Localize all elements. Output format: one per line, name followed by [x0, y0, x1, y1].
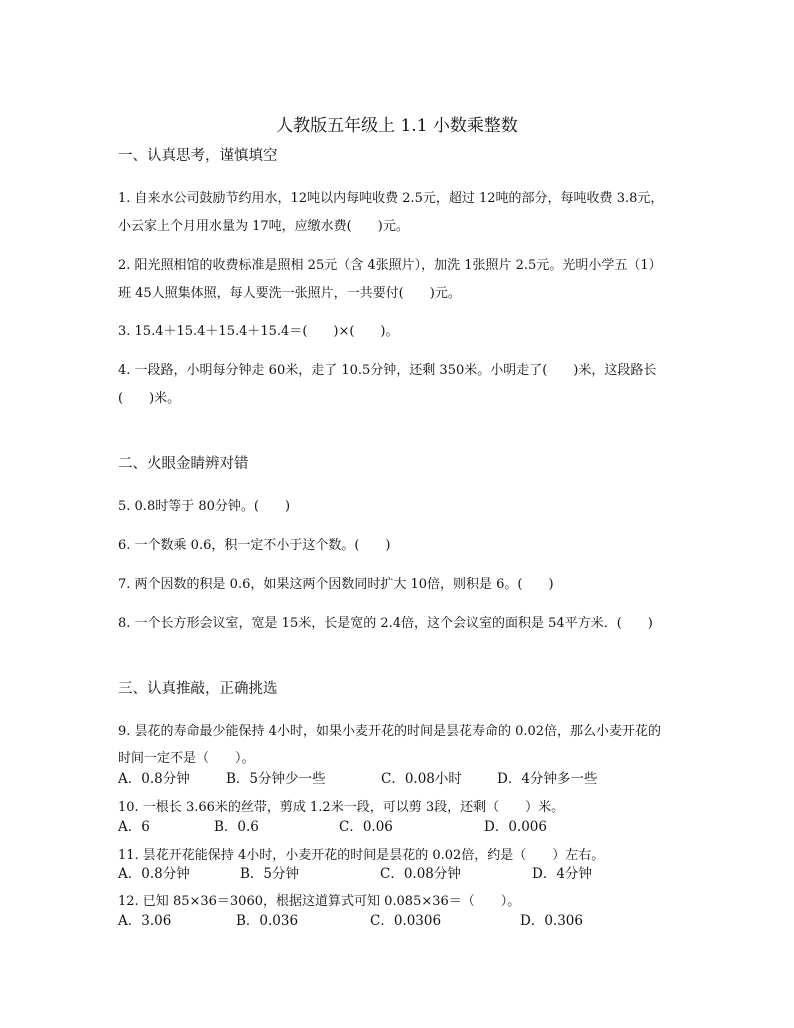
question-2-line-2: 班 45人照集体照，每人要洗一张照片，一共要付( )元。 [118, 286, 461, 301]
question-1-line-2: 小云家上个月用水量为 17吨，应缴水费( )元。 [118, 219, 409, 234]
question-11-option-b[interactable]: B．5分钟 [240, 866, 300, 882]
question-10-option-b[interactable]: B．0.6 [214, 819, 259, 835]
question-4-line-2: ( )米。 [118, 391, 181, 406]
page-title: 人教版五年级上 1.1 小数乘整数 [276, 116, 518, 136]
question-12-option-b[interactable]: B．0.036 [236, 913, 299, 929]
question-9-line-1: 9. 昙花的寿命最少能保持 4小时，如果小麦开花的时间是昙花寿命的 0.02倍，那么小麦开花的 [118, 724, 662, 739]
question-11: 11. 昙花开花能保持 4小时，小麦开花的时间是昙花的 0.02倍，约是（ ）左右。 [118, 848, 605, 863]
question-9-option-c[interactable]: C．0.08小时 [381, 771, 462, 787]
question-10-option-a[interactable]: A．6 [118, 819, 150, 835]
question-3: 3. 15.4＋15.4＋15.4＋15.4＝( )×( )。 [118, 324, 399, 339]
question-7: 7. 两个因数的积是 0.6，如果这两个因数同时扩大 10倍，则积是 6。( ) [118, 577, 554, 592]
question-9-option-a[interactable]: A．0.8分钟 [118, 771, 190, 787]
question-11-option-c[interactable]: C．0.08分钟 [380, 866, 461, 882]
question-8: 8. 一个长方形会议室，宽是 15米，长是宽的 2.4倍，这个会议室的面积是 54平方米．( ) [118, 616, 653, 631]
section-heading-2: 二、火眼金睛辨对错 [118, 456, 249, 472]
section-heading-1: 一、认真思考，谨慎填空 [118, 148, 278, 164]
question-9-line-2: 时间一定不是（ ）。 [118, 751, 255, 766]
question-11-option-a[interactable]: A．0.8分钟 [118, 866, 190, 882]
question-1-line-1: 1. 自来水公司鼓励节约用水，12吨以内每吨收费 2.5元，超过 12吨的部分，每吨收费 3.8元， [118, 191, 664, 206]
question-10-option-d[interactable]: D．0.006 [484, 819, 547, 835]
question-11-option-d[interactable]: D．4分钟 [532, 866, 592, 882]
question-9-option-b[interactable]: B．5分钟少一些 [226, 771, 326, 787]
question-12-option-d[interactable]: D．0.306 [520, 913, 583, 929]
question-10-option-c[interactable]: C．0.06 [339, 819, 393, 835]
question-12-option-c[interactable]: C．0.0306 [370, 913, 442, 929]
question-4-line-1: 4. 一段路，小明每分钟走 60米，走了 10.5分钟，还剩 350米。小明走了( )米，这段路长 [118, 363, 657, 378]
question-6: 6. 一个数乘 0.6，积一定不小于这个数。( ) [118, 538, 391, 553]
question-12: 12. 已知 85×36＝3060，根据这道算式可知 0.085×36＝（ ）。 [118, 894, 521, 909]
question-2-line-1: 2. 阳光照相馆的收费标准是照相 25元（含 4张照片），加洗 1张照片 2.5元。光明小学五（1） [118, 258, 662, 273]
section-heading-3: 三、认真推敲，正确挑选 [118, 681, 278, 697]
question-12-option-a[interactable]: A．3.06 [118, 913, 172, 929]
question-9-option-d[interactable]: D．4分钟多一些 [497, 771, 598, 787]
question-5: 5. 0.8时等于 80分钟。( ) [118, 499, 291, 514]
question-10: 10. 一根长 3.66米的丝带，剪成 1.2米一段，可以剪 3段，还剩（ ）米。 [118, 800, 565, 815]
